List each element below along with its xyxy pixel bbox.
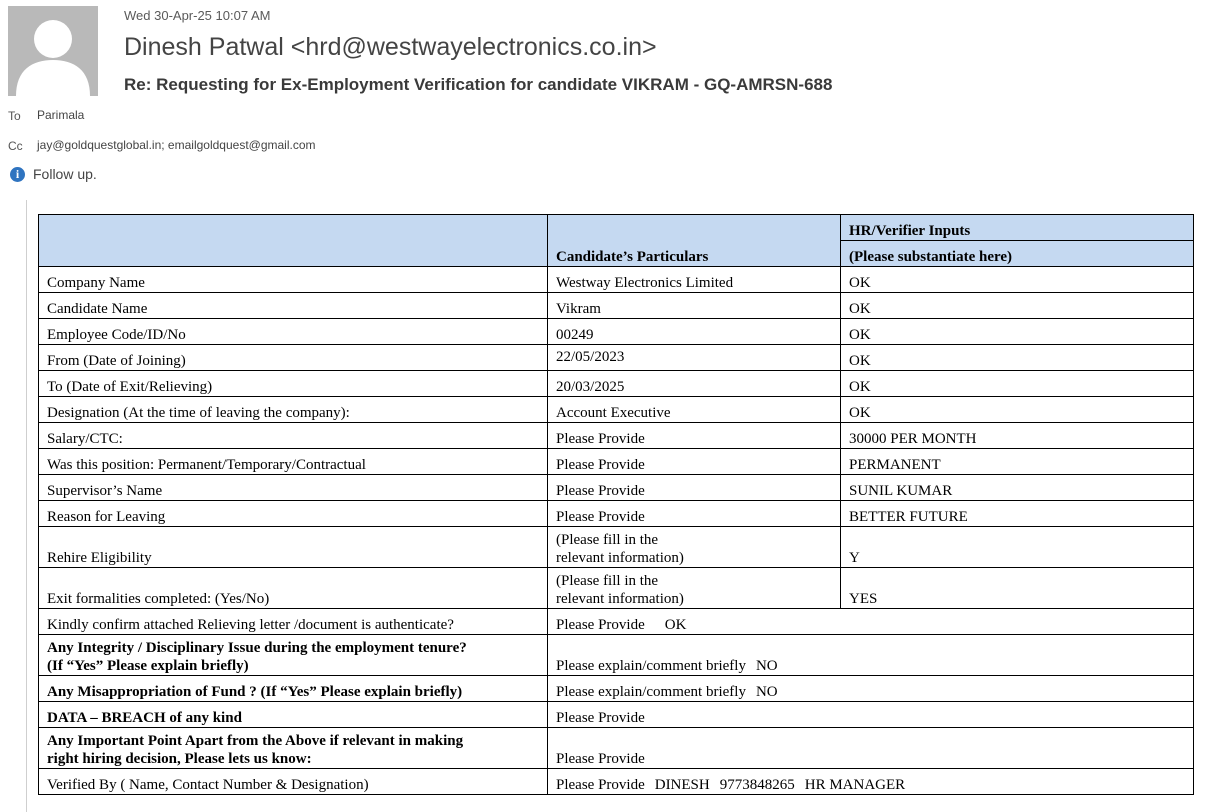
row-particulars: Please Provide: [548, 449, 841, 475]
row-particulars: Please Provide: [548, 501, 841, 527]
header-candidate-particulars: Candidate’s Particulars: [548, 215, 841, 267]
to-recipients[interactable]: Parimala: [37, 108, 85, 122]
table-row: [39, 345, 1194, 371]
verifier-phone: 9773848265: [719, 777, 795, 793]
row-verifier-input: BETTER FUTURE: [841, 501, 1194, 527]
row-particulars: 20/03/2025: [548, 371, 841, 397]
table-row: [39, 769, 1194, 795]
particulars-line-1: (Please fill in the: [556, 532, 659, 548]
info-bar: [10, 166, 97, 182]
table-row: [39, 527, 1194, 568]
row-merged-value: Please Provide: [548, 702, 1194, 728]
row-label: Company Name: [39, 267, 548, 293]
row-answer: NO: [755, 658, 778, 674]
row-value-text: Please explain/comment briefly: [556, 658, 746, 674]
verifier-role: HR MANAGER: [804, 777, 906, 793]
table-row: [39, 568, 1194, 609]
table-row: [39, 319, 1194, 345]
row-answer: OK: [664, 617, 687, 633]
row-value-text: Please Provide: [556, 777, 645, 793]
email-subject: Re: Requesting for Ex-Employment Verification for candidate VIKRAM - GQ-AMRSN-688: [124, 75, 833, 94]
cc-label: Cc: [8, 139, 23, 153]
to-label: To: [8, 109, 21, 123]
row-label: Verified By ( Name, Contact Number & Designation): [39, 769, 548, 795]
table-row: [39, 702, 1194, 728]
table-row: [39, 676, 1194, 702]
row-value-text: Please explain/comment briefly: [556, 684, 746, 700]
table-header-row: [39, 215, 1194, 241]
verification-table: [38, 214, 1194, 795]
cc-recipients[interactable]: jay@goldquestglobal.in; emailgoldquest@gmail.com: [37, 138, 316, 152]
row-label: Kindly confirm attached Relieving letter /document is authenticate?: [39, 609, 548, 635]
row-label: To (Date of Exit/Relieving): [39, 371, 548, 397]
row-particulars: Westway Electronics Limited: [548, 267, 841, 293]
row-merged-value: [548, 769, 1194, 795]
row-particulars: 00249: [548, 319, 841, 345]
header-substantiate: (Please substantiate here): [841, 241, 1194, 267]
table-row: [39, 501, 1194, 527]
row-label: Designation (At the time of leaving the company):: [39, 397, 548, 423]
row-verifier-input: OK: [841, 371, 1194, 397]
row-particulars: Please Provide: [548, 423, 841, 449]
row-particulars: Vikram: [548, 293, 841, 319]
row-particulars: [548, 527, 841, 568]
row-label: Salary/CTC:: [39, 423, 548, 449]
row-particulars: [548, 568, 841, 609]
row-label: Any Misappropriation of Fund ? (If “Yes” Please explain briefly): [39, 676, 548, 702]
particulars-line-2: relevant information): [556, 550, 684, 566]
label-line-1: Any Important Point Apart from the Above if relevant in making: [47, 733, 464, 749]
row-label: Supervisor’s Name: [39, 475, 548, 501]
row-label: Candidate Name: [39, 293, 548, 319]
email-sender[interactable]: Dinesh Patwal <hrd@westwayelectronics.co.in>: [124, 33, 657, 61]
header-empty-cell: [39, 215, 548, 267]
row-verifier-input: 30000 PER MONTH: [841, 423, 1194, 449]
person-placeholder-icon: [8, 6, 98, 96]
row-label: Employee Code/ID/No: [39, 319, 548, 345]
row-verifier-input: YES: [841, 568, 1194, 609]
row-particulars: Account Executive: [548, 397, 841, 423]
row-verifier-input: SUNIL KUMAR: [841, 475, 1194, 501]
particulars-line-2: relevant information): [556, 591, 684, 607]
info-icon: i: [10, 167, 25, 182]
row-particulars: Please Provide: [548, 475, 841, 501]
table-row: [39, 449, 1194, 475]
quote-divider: [26, 200, 27, 812]
row-label: Exit formalities completed: (Yes/No): [39, 568, 548, 609]
verifier-name: DINESH: [654, 777, 710, 793]
table-row: [39, 371, 1194, 397]
header-verifier-inputs: HR/Verifier Inputs: [841, 215, 1194, 241]
info-text: Follow up.: [33, 166, 97, 182]
row-label: From (Date of Joining): [39, 345, 548, 371]
table-row: [39, 423, 1194, 449]
email-date: Wed 30-Apr-25 10:07 AM: [124, 8, 271, 23]
table-row: [39, 635, 1194, 676]
row-verifier-input: Y: [841, 527, 1194, 568]
table-row: [39, 609, 1194, 635]
table-row: [39, 267, 1194, 293]
label-line-2: right hiring decision, Please lets us know:: [47, 751, 312, 767]
row-label: Rehire Eligibility: [39, 527, 548, 568]
row-label: DATA – BREACH of any kind: [39, 702, 548, 728]
table-row: [39, 397, 1194, 423]
row-answer: NO: [755, 684, 778, 700]
table-row: [39, 293, 1194, 319]
row-merged-value: Please Provide: [548, 728, 1194, 769]
row-verifier-input: OK: [841, 397, 1194, 423]
row-label: Was this position: Permanent/Temporary/Contractual: [39, 449, 548, 475]
table-row: [39, 728, 1194, 769]
row-particulars: 22/05/2023: [548, 345, 841, 371]
sender-avatar: [8, 6, 98, 96]
row-merged-value: [548, 635, 1194, 676]
row-verifier-input: OK: [841, 293, 1194, 319]
label-line-1: Any Integrity / Disciplinary Issue during the employment tenure?: [47, 640, 467, 656]
row-merged-value: [548, 676, 1194, 702]
row-value-text: Please Provide: [556, 617, 645, 633]
row-label: [39, 728, 548, 769]
row-merged-value: [548, 609, 1194, 635]
row-verifier-input: OK: [841, 267, 1194, 293]
row-verifier-input: OK: [841, 319, 1194, 345]
row-label: [39, 635, 548, 676]
table-row: [39, 475, 1194, 501]
label-line-2: (If “Yes” Please explain briefly): [47, 658, 249, 674]
particulars-line-1: (Please fill in the: [556, 573, 659, 589]
row-verifier-input: OK: [841, 345, 1194, 371]
row-verifier-input: PERMANENT: [841, 449, 1194, 475]
row-label: Reason for Leaving: [39, 501, 548, 527]
